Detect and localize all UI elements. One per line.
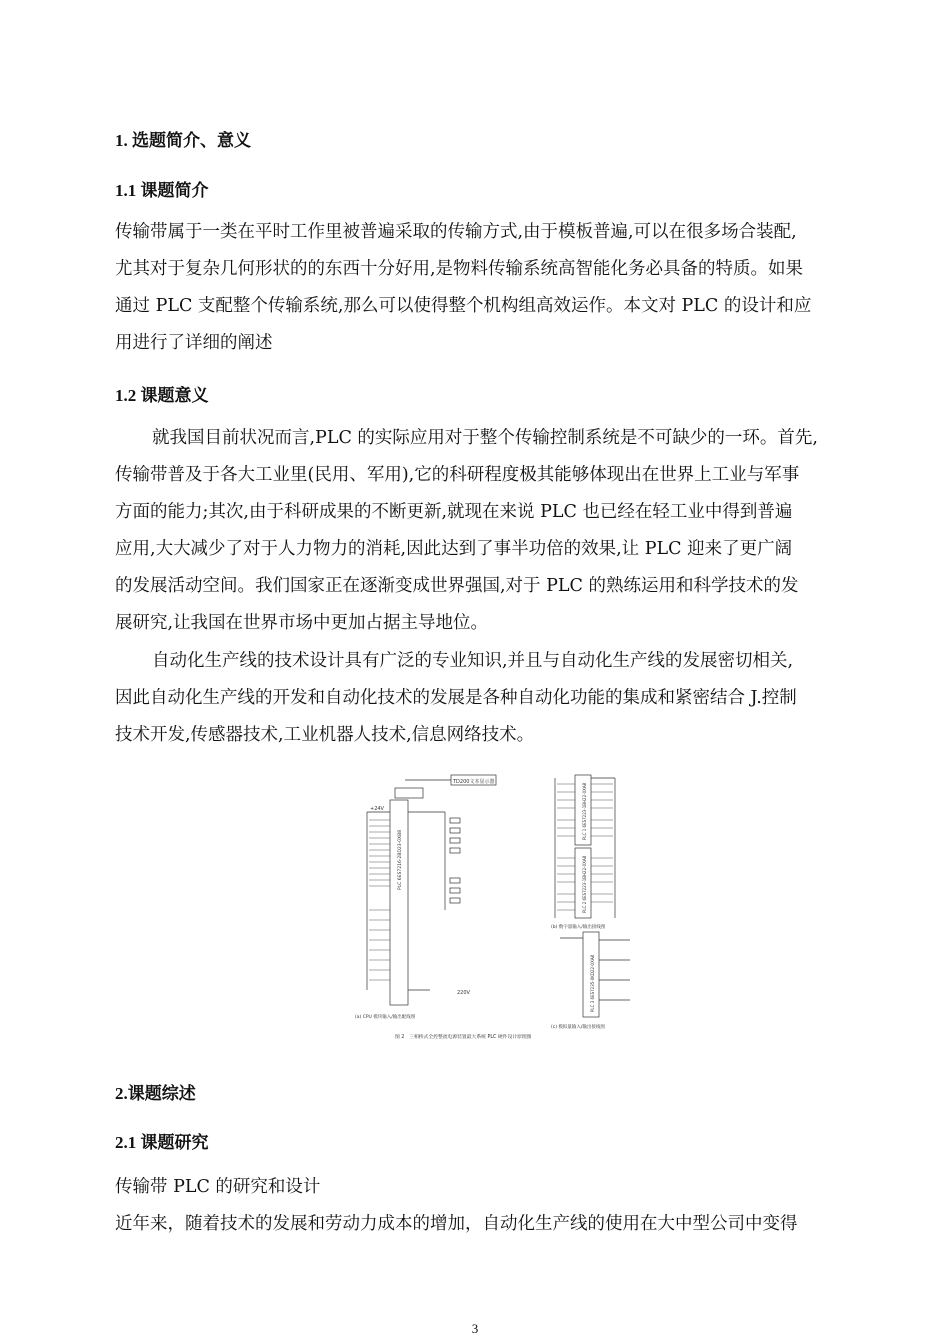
td200-label: TD200文本显示器 xyxy=(453,779,495,785)
plc-wiring-diagram xyxy=(355,770,655,1050)
paragraph-line: 应用,大大减少了对于人力物力的消耗,因此达到了事半功倍的效果,让 PLC 迎来了更广阔 xyxy=(115,539,793,559)
paragraph-line: 技术开发,传感器技术,工业机器人技术,信息网络技术。 xyxy=(115,725,535,745)
section-1-1-paragraph xyxy=(115,214,860,362)
section-1-1-heading: 1.1 课题简介 xyxy=(115,181,209,200)
paragraph-line: 通过 PLC 支配整个传输系统,那么可以使得整个机构组高效运作。本文对 PLC 的设计和应 xyxy=(115,296,812,316)
subcaption-b: (b) 数字量输入/输出接线图 xyxy=(551,925,606,930)
digital-module-1-label: PLC 1 6ES7223-1BH22-0XA8 xyxy=(582,782,587,840)
subcaption-a: (a) CPU 模块输入/输出配线图 xyxy=(355,1015,416,1020)
section-1-heading: 1. 选题简介、意义 xyxy=(115,131,251,150)
paragraph-line: 就我国目前状况而言,PLC 的实际应用对于整个传输控制系统是不可缺少的一环。首先, xyxy=(152,428,818,448)
paragraph-line: 展研究,让我国在世界市场中更加占据主导地位。 xyxy=(115,613,489,633)
section-2-1-line-2: 近年来，随着技术的发展和劳动力成本的增加，自动化生产线的使用在大中型公司中变得 xyxy=(115,1214,798,1234)
section-2-1-heading: 2.1 课题研究 xyxy=(115,1133,209,1152)
paragraph-line: 自动化生产线的技术设计具有广泛的专业知识,并且与自动化生产线的发展密切相关, xyxy=(152,651,794,671)
paragraph-line: 传输带属于一类在平时工作里被普遍采取的传输方式,由于模板普遍,可以在很多场合装配, xyxy=(115,222,797,242)
paragraph-line: 用进行了详细的阐述 xyxy=(115,333,273,353)
analog-module-label: PLC 3 6ES7235-0KD22-0XA8 xyxy=(590,954,595,1012)
paragraph-line: 传输带普及于各大工业里(民用、军用),它的科研程度极其能够体现出在世界上工业与军事 xyxy=(115,465,800,485)
220v-label: 220V xyxy=(457,990,470,996)
plc-wiring-figure xyxy=(355,770,655,1050)
section-2-1-line-1: 传输带 PLC 的研究和设计 xyxy=(115,1177,321,1197)
section-1-2-paragraph-2 xyxy=(115,643,860,754)
paragraph-line: 方面的能力;其次,由于科研成果的不断更新,就现在来说 PLC 也已经在轻工业中得到普遍 xyxy=(115,502,793,522)
section-1-2-heading: 1.2 课题意义 xyxy=(115,386,209,405)
digital-module-2-label: PLC 2 6ES7223-1BH22-0XA8 xyxy=(582,855,587,913)
paragraph-line: 的发展活动空间。我们国家正在逐渐变成世界强国,对于 PLC 的熟练运用和科学技术的发 xyxy=(115,576,799,596)
section-1-2-paragraph-1 xyxy=(115,420,860,642)
section-2-heading: 2.课题综述 xyxy=(115,1084,196,1103)
paragraph-line: 因此自动化生产线的开发和自动化技术的发展是各种自动化功能的集成和紧密结合 J.控制 xyxy=(115,688,797,708)
db9-connector xyxy=(395,788,423,798)
page-number: 3 xyxy=(471,1321,479,1336)
cpu-module-label: PLC 6ES7216-2BD23-0XB8 xyxy=(398,829,403,890)
figure-caption: 图 2 三相桥式全控整流电源装置最大系统 PLC 硬件设计原理图 xyxy=(395,1035,532,1040)
paragraph-line: 尤其对于复杂几何形状的的东西十分好用,是物料传输系统高智能化务必具备的特质。如果 xyxy=(115,259,804,279)
subcaption-c: (c) 模拟量输入/输出接线图 xyxy=(551,1025,605,1030)
plus-24v-label: +24V xyxy=(370,806,384,812)
